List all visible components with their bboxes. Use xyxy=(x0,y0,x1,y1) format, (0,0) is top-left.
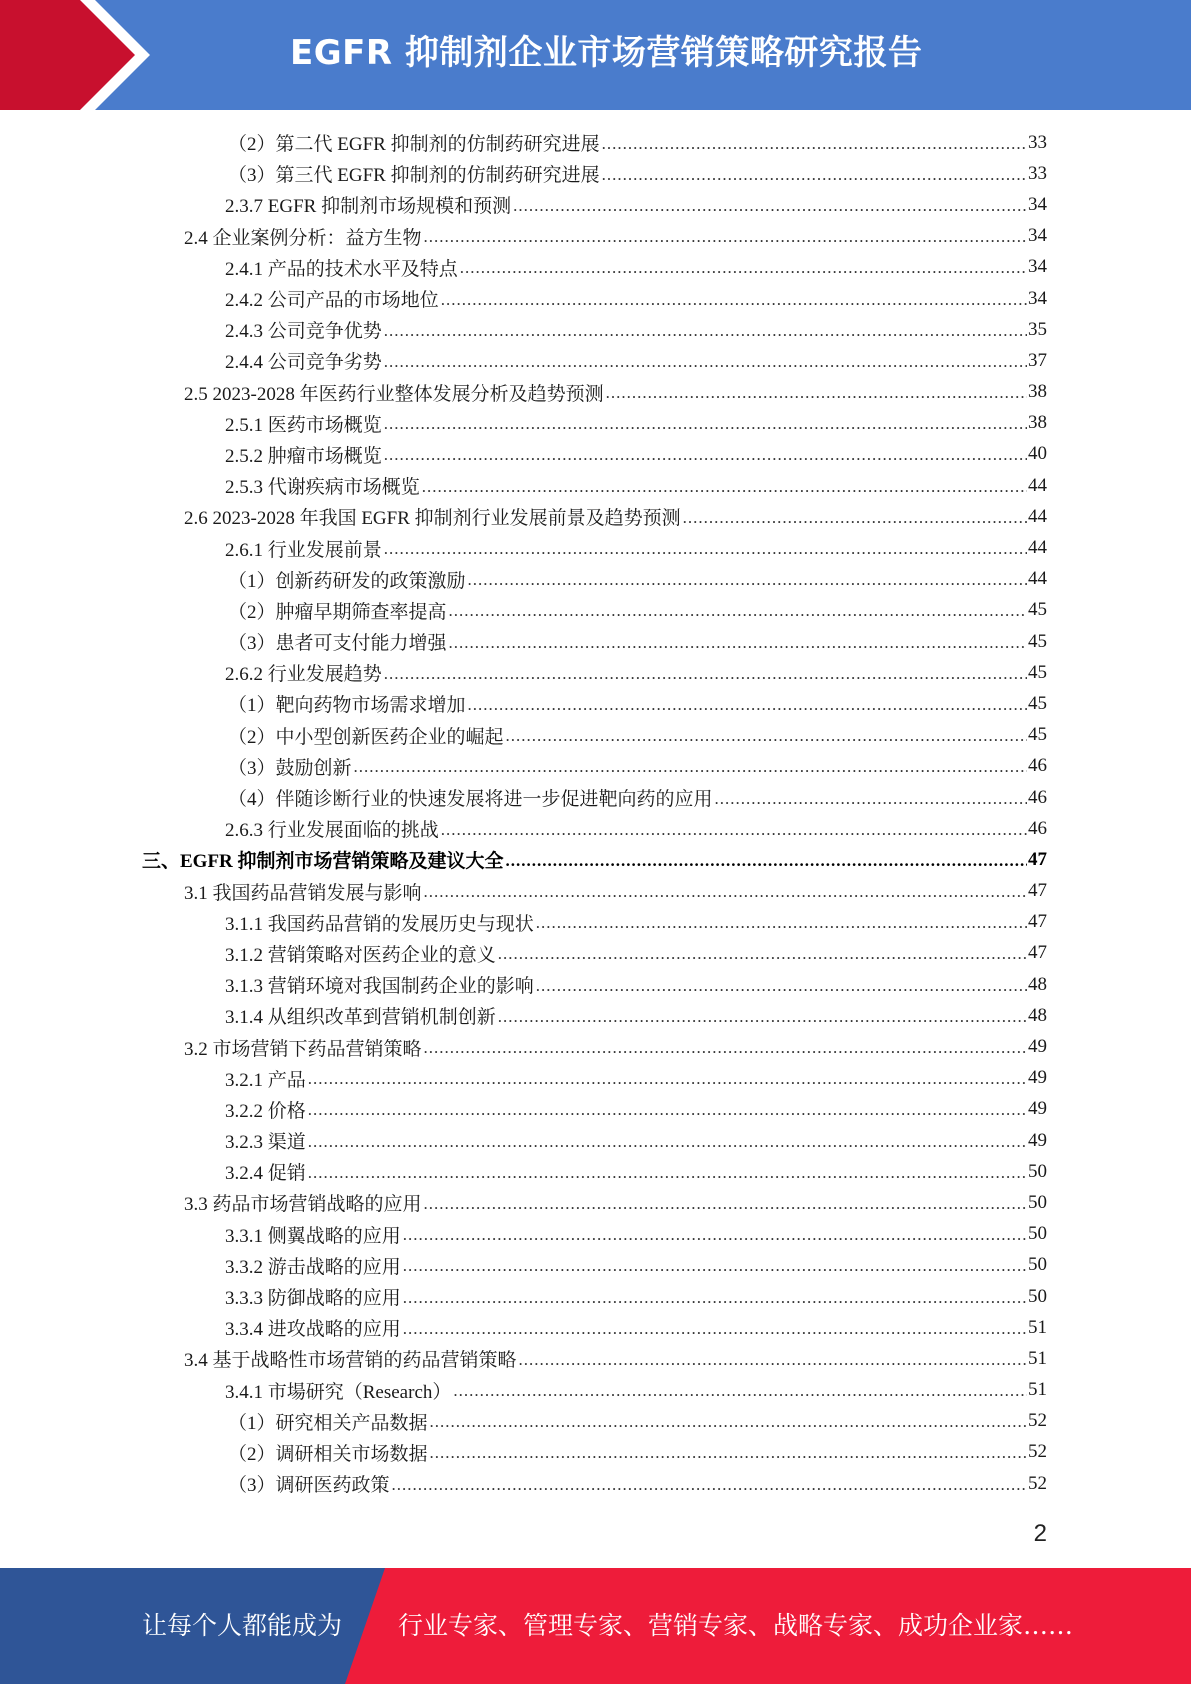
toc-entry-label: 3.1.2 营销策略对医药企业的意义 xyxy=(225,944,496,966)
toc-entry-label: 3.1.3 营销环境对我国制药企业的影响 xyxy=(225,976,534,998)
toc-dot-leader xyxy=(384,539,1027,559)
toc-dot-leader xyxy=(602,134,1027,154)
toc-entry-label: （3）第三代 EGFR 抑制剂的仿制药研究进展 xyxy=(228,165,600,187)
toc-entry[interactable] xyxy=(0,1281,1191,1312)
table-of-contents xyxy=(0,127,1191,1499)
toc-entry-page: 45 xyxy=(1028,692,1047,714)
toc-entry-page: 50 xyxy=(1028,1160,1047,1182)
report-title: EGFR 抑制剂企业市场营销策略研究报告 xyxy=(290,33,923,73)
toc-dot-leader xyxy=(403,1288,1027,1308)
toc-entry-page: 49 xyxy=(1028,1098,1047,1120)
toc-entry-page: 50 xyxy=(1028,1254,1047,1276)
toc-entry[interactable] xyxy=(0,688,1191,719)
toc-entry[interactable] xyxy=(0,1375,1191,1406)
toc-entry[interactable] xyxy=(0,1156,1191,1187)
toc-entry-label: 3.2 市场营销下药品营销策略 xyxy=(184,1038,422,1060)
toc-entry[interactable] xyxy=(0,907,1191,938)
toc-entry-page: 50 xyxy=(1028,1191,1047,1213)
toc-entry-page: 34 xyxy=(1028,225,1047,247)
toc-dot-leader xyxy=(392,1475,1027,1495)
toc-entry-label: 2.6.2 行业发展趋势 xyxy=(225,664,382,686)
toc-dot-leader xyxy=(384,352,1027,372)
toc-dot-leader xyxy=(422,477,1027,497)
toc-entry[interactable] xyxy=(0,626,1191,657)
toc-entry[interactable] xyxy=(0,595,1191,626)
toc-dot-leader xyxy=(506,851,1027,871)
toc-entry[interactable] xyxy=(0,782,1191,813)
toc-entry[interactable] xyxy=(0,158,1191,189)
toc-dot-leader xyxy=(536,913,1027,933)
toc-entry-page: 45 xyxy=(1028,630,1047,652)
toc-entry[interactable] xyxy=(0,938,1191,969)
toc-entry-page: 52 xyxy=(1028,1441,1047,1463)
toc-entry-page: 47 xyxy=(1028,880,1047,902)
toc-entry-page: 44 xyxy=(1028,505,1047,527)
toc-entry-label: （2）调研相关市场数据 xyxy=(228,1443,428,1465)
toc-entry-page: 45 xyxy=(1028,661,1047,683)
toc-entry-page: 44 xyxy=(1028,568,1047,590)
toc-entry-label: 3.2.1 产品 xyxy=(225,1069,306,1091)
toc-entry[interactable] xyxy=(0,1343,1191,1374)
toc-entry[interactable] xyxy=(0,127,1191,158)
toc-dot-leader xyxy=(602,165,1027,185)
toc-entry-label: 2.5.2 肿瘤市场概览 xyxy=(225,445,382,467)
header-chevron-logo xyxy=(0,0,150,110)
toc-entry-page: 48 xyxy=(1028,973,1047,995)
toc-dot-leader xyxy=(498,944,1027,964)
toc-entry-page: 38 xyxy=(1028,381,1047,403)
toc-entry[interactable] xyxy=(0,1125,1191,1156)
toc-entry-page: 52 xyxy=(1028,1410,1047,1432)
page-number: 2 xyxy=(1033,1520,1047,1547)
toc-dot-leader xyxy=(453,1381,1027,1401)
toc-entry-page: 45 xyxy=(1028,724,1047,746)
toc-entry[interactable] xyxy=(0,1468,1191,1499)
toc-entry-label: （1）研究相关产品数据 xyxy=(228,1412,428,1434)
toc-dot-leader xyxy=(384,414,1027,434)
toc-entry-label: 2.3.7 EGFR 抑制剂市场规模和预测 xyxy=(225,196,512,218)
toc-dot-leader xyxy=(519,1350,1027,1370)
toc-entry-label: 3.3.2 游击战略的应用 xyxy=(225,1256,401,1278)
toc-dot-leader xyxy=(384,664,1027,684)
toc-entry[interactable] xyxy=(0,345,1191,376)
toc-entry-label: 2.5.3 代谢疾病市场概览 xyxy=(225,477,420,499)
toc-entry-label: 2.5.1 医药市场概览 xyxy=(225,414,382,436)
toc-entry[interactable] xyxy=(0,813,1191,844)
toc-dot-leader xyxy=(683,508,1027,528)
toc-dot-leader xyxy=(424,1038,1027,1058)
toc-entry-page: 47 xyxy=(1028,911,1047,933)
toc-entry[interactable] xyxy=(0,1063,1191,1094)
toc-dot-leader xyxy=(403,1319,1027,1339)
toc-dot-leader xyxy=(715,789,1027,809)
toc-entry-page: 47 xyxy=(1028,942,1047,964)
toc-entry-page: 33 xyxy=(1028,162,1047,184)
toc-entry-page: 34 xyxy=(1028,193,1047,215)
toc-entry-page: 47 xyxy=(1028,848,1047,870)
toc-dot-leader xyxy=(449,601,1027,621)
toc-entry-page: 51 xyxy=(1028,1347,1047,1369)
toc-entry-label: （2）肿瘤早期筛查率提高 xyxy=(228,601,447,623)
toc-dot-leader xyxy=(536,976,1027,996)
toc-entry-label: 3.1.4 从组织改革到营销机制创新 xyxy=(225,1007,496,1029)
toc-entry[interactable] xyxy=(0,470,1191,501)
toc-entry-page: 49 xyxy=(1028,1067,1047,1089)
toc-entry[interactable] xyxy=(0,314,1191,345)
toc-entry-label: 3.3.4 进攻战略的应用 xyxy=(225,1319,401,1341)
toc-entry-label: 3.1.1 我国药品营销的发展历史与现状 xyxy=(225,913,534,935)
toc-dot-leader xyxy=(430,1443,1027,1463)
toc-entry-label: （1）创新药研发的政策激励 xyxy=(228,570,466,592)
toc-entry[interactable] xyxy=(0,1250,1191,1281)
toc-entry-label: 2.6.1 行业发展前景 xyxy=(225,539,382,561)
toc-dot-leader xyxy=(308,1100,1027,1120)
toc-entry-label: 2.4.4 公司竞争劣势 xyxy=(225,352,382,374)
toc-entry-page: 35 xyxy=(1028,318,1047,340)
toc-entry[interactable] xyxy=(0,969,1191,1000)
toc-dot-leader xyxy=(308,1132,1027,1152)
toc-dot-leader xyxy=(441,290,1027,310)
toc-entry-label: 3.4 基于战略性市场营销的药品营销策略 xyxy=(184,1350,517,1372)
toc-entry[interactable] xyxy=(0,1031,1191,1062)
toc-entry-label: 3.3.3 防御战略的应用 xyxy=(225,1288,401,1310)
toc-entry-label: 3.2.3 渠道 xyxy=(225,1132,306,1154)
toc-entry-label: 3.1 我国药品营销发展与影响 xyxy=(184,882,422,904)
toc-entry-page: 38 xyxy=(1028,412,1047,434)
toc-entry-label: 2.4.3 公司竞争优势 xyxy=(225,321,382,343)
toc-dot-leader xyxy=(308,1163,1027,1183)
page-header xyxy=(0,0,1191,110)
toc-entry-page: 49 xyxy=(1028,1129,1047,1151)
toc-entry-page: 49 xyxy=(1028,1036,1047,1058)
toc-entry-label: 2.6.3 行业发展面临的挑战 xyxy=(225,820,439,842)
toc-dot-leader xyxy=(424,882,1027,902)
toc-entry[interactable] xyxy=(0,377,1191,408)
toc-entry-label: 三、EGFR 抑制剂市场营销策略及建议大全 xyxy=(142,851,504,873)
toc-entry-page: 45 xyxy=(1028,599,1047,621)
toc-dot-leader xyxy=(384,445,1027,465)
toc-dot-leader xyxy=(498,1007,1027,1027)
toc-entry[interactable] xyxy=(0,1000,1191,1031)
toc-entry-label: 3.3 药品市场营销战略的应用 xyxy=(184,1194,422,1216)
toc-entry-page: 46 xyxy=(1028,786,1047,808)
toc-entry-label: 2.5 2023-2028 年医药行业整体发展分析及趋势预测 xyxy=(184,383,604,405)
toc-entry[interactable] xyxy=(0,564,1191,595)
toc-entry-page: 34 xyxy=(1028,256,1047,278)
toc-entry[interactable] xyxy=(0,1187,1191,1218)
toc-entry[interactable] xyxy=(0,189,1191,220)
toc-dot-leader xyxy=(430,1412,1027,1432)
toc-dot-leader xyxy=(449,633,1027,653)
page-footer xyxy=(0,1568,1191,1684)
toc-dot-leader xyxy=(606,383,1027,403)
toc-entry-label: （1）靶向药物市场需求增加 xyxy=(228,695,466,717)
toc-entry[interactable] xyxy=(0,1406,1191,1437)
toc-entry-page: 48 xyxy=(1028,1004,1047,1026)
toc-entry[interactable] xyxy=(0,221,1191,252)
toc-entry-page: 46 xyxy=(1028,817,1047,839)
toc-dot-leader xyxy=(384,321,1027,341)
toc-entry-page: 44 xyxy=(1028,537,1047,559)
toc-dot-leader xyxy=(468,695,1027,715)
toc-entry[interactable] xyxy=(0,657,1191,688)
toc-dot-leader xyxy=(460,258,1027,278)
toc-entry-label: 3.2.4 促销 xyxy=(225,1163,306,1185)
toc-dot-leader xyxy=(424,227,1027,247)
toc-entry[interactable] xyxy=(0,720,1191,751)
toc-dot-leader xyxy=(424,1194,1027,1214)
toc-entry[interactable] xyxy=(0,532,1191,563)
toc-entry[interactable] xyxy=(0,844,1191,875)
toc-entry-page: 52 xyxy=(1028,1472,1047,1494)
toc-dot-leader xyxy=(513,196,1027,216)
toc-entry[interactable] xyxy=(0,439,1191,470)
toc-entry[interactable] xyxy=(0,1094,1191,1125)
footer-slogan-right: 行业专家、管理专家、营销专家、战略专家、成功企业家…… xyxy=(398,1611,1074,1640)
toc-dot-leader xyxy=(403,1225,1027,1245)
toc-entry[interactable] xyxy=(0,501,1191,532)
toc-entry[interactable] xyxy=(0,1219,1191,1250)
toc-entry-label: （2）第二代 EGFR 抑制剂的仿制药研究进展 xyxy=(228,134,600,156)
toc-entry-page: 37 xyxy=(1028,349,1047,371)
toc-entry-label: （4）伴随诊断行业的快速发展将进一步促进靶向药的应用 xyxy=(228,789,713,811)
toc-dot-leader xyxy=(468,570,1027,590)
toc-entry[interactable] xyxy=(0,283,1191,314)
toc-entry-label: 3.4.1 市場研究（Research） xyxy=(225,1381,452,1403)
toc-entry[interactable] xyxy=(0,252,1191,283)
footer-slogan-left: 让每个人都能成为 xyxy=(142,1611,343,1640)
toc-entry-label: 3.3.1 侧翼战略的应用 xyxy=(225,1225,401,1247)
toc-entry-label: 2.6 2023-2028 年我国 EGFR 抑制剂行业发展前景及趋势预测 xyxy=(184,508,681,530)
toc-dot-leader xyxy=(308,1069,1027,1089)
toc-entry-page: 51 xyxy=(1028,1316,1047,1338)
toc-dot-leader xyxy=(506,726,1027,746)
toc-entry-label: （3）调研医药政策 xyxy=(228,1475,390,1497)
toc-entry-label: 3.2.2 价格 xyxy=(225,1100,306,1122)
toc-dot-leader xyxy=(354,757,1027,777)
toc-entry[interactable] xyxy=(0,408,1191,439)
toc-entry-page: 51 xyxy=(1028,1379,1047,1401)
toc-entry-label: 2.4.2 公司产品的市场地位 xyxy=(225,290,439,312)
toc-entry-label: 2.4.1 产品的技术水平及特点 xyxy=(225,258,458,280)
toc-entry-label: 2.4 企业案例分析：益方生物 xyxy=(184,227,422,249)
toc-entry-label: （3）鼓励创新 xyxy=(228,757,352,779)
toc-entry-label: （3）患者可支付能力增强 xyxy=(228,633,447,655)
toc-entry-page: 33 xyxy=(1028,131,1047,153)
toc-entry[interactable] xyxy=(0,1312,1191,1343)
toc-dot-leader xyxy=(441,820,1027,840)
toc-entry[interactable] xyxy=(0,751,1191,782)
toc-entry[interactable] xyxy=(0,1437,1191,1468)
toc-dot-leader xyxy=(403,1256,1027,1276)
toc-entry-page: 34 xyxy=(1028,287,1047,309)
toc-entry-page: 40 xyxy=(1028,443,1047,465)
toc-entry[interactable] xyxy=(0,876,1191,907)
toc-entry-page: 50 xyxy=(1028,1223,1047,1245)
toc-entry-page: 44 xyxy=(1028,474,1047,496)
toc-entry-page: 50 xyxy=(1028,1285,1047,1307)
toc-entry-label: （2）中小型创新医药企业的崛起 xyxy=(228,726,504,748)
toc-entry-page: 46 xyxy=(1028,755,1047,777)
